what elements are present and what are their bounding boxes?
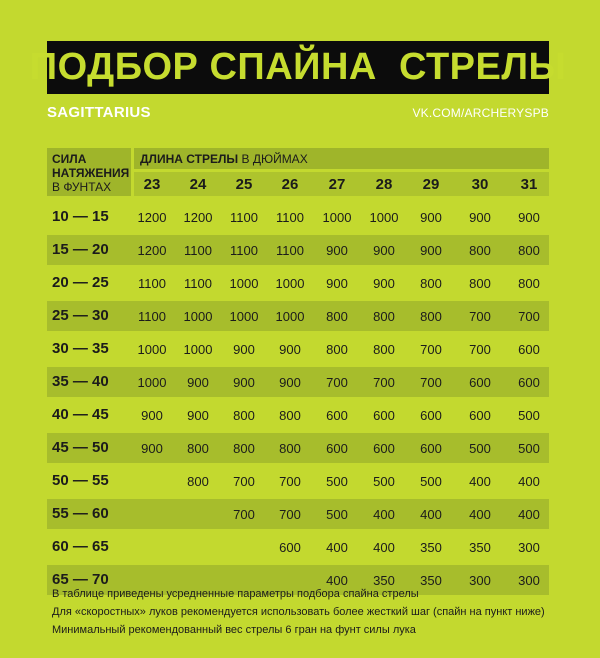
spine-value: 500 [326,474,348,489]
spine-value: 700 [373,375,395,390]
spine-value: 800 [469,276,491,291]
spine-value: 1200 [137,243,167,258]
spine-value: 900 [141,408,163,423]
spine-value: 1100 [138,309,166,324]
arrow-length-row [134,172,549,196]
arrow-length-30: 30 [471,176,489,193]
spine-value: 400 [420,507,442,522]
spine-value: 300 [518,540,540,555]
spine-value: 350 [420,573,442,588]
spine-value: 300 [518,573,540,588]
spine-value: 700 [279,507,301,522]
spine-value: 1200 [183,210,213,225]
spine-value: 900 [373,243,395,258]
spine-value: 600 [469,375,491,390]
spine-value: 1100 [230,243,258,258]
spine-value: 800 [279,408,301,423]
draw-weight-label: 40 — 45 [52,406,109,423]
spine-value: 1000 [183,309,213,324]
table-row [47,433,549,463]
arrow-length-header-unit: В ДЮЙМАХ [238,152,308,166]
spine-value: 1000 [137,375,167,390]
arrow-length-26: 26 [281,176,299,193]
brand-label: SAGITTARIUS [47,104,151,121]
spine-value: 800 [420,276,442,291]
spine-value: 900 [233,375,255,390]
spine-value: 600 [326,441,348,456]
spine-value: 900 [420,210,442,225]
spine-value: 900 [279,375,301,390]
draw-weight-label: 65 — 70 [52,571,109,588]
draw-weight-label: 55 — 60 [52,505,109,522]
spine-value: 400 [373,540,395,555]
table-row [47,367,549,397]
arrow-length-29: 29 [422,176,440,193]
spine-value: 500 [518,441,540,456]
spine-value: 1000 [229,276,259,291]
spine-value: 800 [373,309,395,324]
table-row [47,268,549,298]
spine-value: 1100 [184,276,212,291]
spine-value: 1000 [275,276,305,291]
draw-weight-label: 20 — 25 [52,274,109,291]
spine-value: 700 [279,474,301,489]
spine-value: 1100 [138,276,166,291]
page-title: ПОДБОР СПАЙНА СТРЕЛЫ [29,46,567,88]
spine-value: 800 [233,408,255,423]
arrow-length-25: 25 [235,176,253,193]
spine-value: 500 [518,408,540,423]
arrow-length-28: 28 [375,176,393,193]
spine-value: 900 [373,276,395,291]
spine-value: 500 [373,474,395,489]
spine-value: 350 [373,573,395,588]
spine-value: 700 [420,375,442,390]
spine-value: 900 [279,342,301,357]
spine-value: 800 [518,243,540,258]
spine-value: 500 [420,474,442,489]
draw-weight-label: 30 — 35 [52,340,109,357]
spine-value: 800 [187,474,209,489]
spine-value: 700 [233,507,255,522]
spine-value: 400 [518,474,540,489]
draw-weight-label: 15 — 20 [52,241,109,258]
draw-weight-header-line3: В ФУНТАХ [52,180,112,194]
spine-value: 700 [518,309,540,324]
spine-value: 600 [373,408,395,423]
draw-weight-label: 45 — 50 [52,439,109,456]
spine-value: 400 [469,507,491,522]
spine-value: 500 [469,441,491,456]
spine-value: 800 [326,342,348,357]
arrow-length-24: 24 [189,176,207,193]
spine-value: 600 [469,408,491,423]
arrow-length-header-title: ДЛИНА СТРЕЛЫ [140,152,239,166]
spine-value: 700 [233,474,255,489]
spine-value: 600 [420,408,442,423]
spine-value: 900 [233,342,255,357]
spine-value: 500 [326,507,348,522]
table-row [47,400,549,430]
arrow-length-header [134,148,549,169]
spine-value: 800 [187,441,209,456]
spine-value: 900 [326,276,348,291]
spine-value: 900 [420,243,442,258]
draw-weight-label: 35 — 40 [52,373,109,390]
spine-value: 1200 [137,210,167,225]
spine-value: 1100 [276,243,304,258]
spine-value: 800 [233,441,255,456]
spine-value: 800 [326,309,348,324]
spine-value: 600 [518,342,540,357]
spine-value: 800 [469,243,491,258]
spine-value: 1000 [322,210,352,225]
draw-weight-label: 60 — 65 [52,538,109,555]
spine-value: 400 [469,474,491,489]
spine-value: 1000 [275,309,305,324]
arrow-length-31: 31 [520,176,538,193]
note-line: Для «скоростных» луков рекомендуется использовать более жесткий шаг (спайн на пункт ниже) [52,606,545,618]
spine-value: 350 [469,540,491,555]
spine-value: 700 [469,342,491,357]
spine-value: 400 [326,573,348,588]
spine-value: 700 [326,375,348,390]
spine-value: 900 [518,210,540,225]
table-row [47,532,549,562]
draw-weight-header-line2: НАТЯЖЕНИЯ [52,166,130,180]
draw-weight-label: 10 — 15 [52,208,109,225]
table-row [47,466,549,496]
table-row [47,235,549,265]
arrow-length-27: 27 [328,176,346,193]
spine-value: 700 [420,342,442,357]
spine-value: 900 [141,441,163,456]
spine-value: 1100 [276,210,304,225]
spine-value: 800 [373,342,395,357]
table-row [47,202,549,232]
spine-value: 400 [518,507,540,522]
spine-value: 800 [420,309,442,324]
spine-value: 900 [187,408,209,423]
notes [52,585,545,639]
spine-value: 1000 [369,210,399,225]
spine-value: 600 [420,441,442,456]
table-row [47,334,549,364]
spine-value: 600 [518,375,540,390]
draw-weight-header-line1: СИЛА [52,152,87,166]
spine-value: 600 [279,540,301,555]
title-banner [29,41,567,94]
draw-weight-label: 25 — 30 [52,307,109,324]
spine-value: 700 [469,309,491,324]
spine-value: 1100 [230,210,258,225]
spine-value: 800 [279,441,301,456]
spine-value: 800 [518,276,540,291]
spine-value: 1000 [183,342,213,357]
spine-value: 900 [187,375,209,390]
spine-value: 400 [373,507,395,522]
spine-value: 600 [326,408,348,423]
spine-value: 350 [420,540,442,555]
spine-value: 400 [326,540,348,555]
table-row [47,301,549,331]
spine-value: 1100 [184,243,212,258]
note-line: Минимальный рекомендованный вес стрелы 6 гран на фунт силы лука [52,624,416,636]
spine-value: 1000 [137,342,167,357]
draw-weight-header [47,148,131,196]
spine-value: 1000 [229,309,259,324]
arrow-length-23: 23 [143,176,161,193]
draw-weight-label: 50 — 55 [52,472,109,489]
spine-value: 600 [373,441,395,456]
source-url: VK.COM/ARCHERYSPB [412,106,549,120]
table-row [47,499,549,529]
spine-value: 900 [326,243,348,258]
spine-value: 900 [469,210,491,225]
spine-value: 300 [469,573,491,588]
note-line: В таблице приведены усредненные параметры подбора спайна стрелы [52,588,419,600]
